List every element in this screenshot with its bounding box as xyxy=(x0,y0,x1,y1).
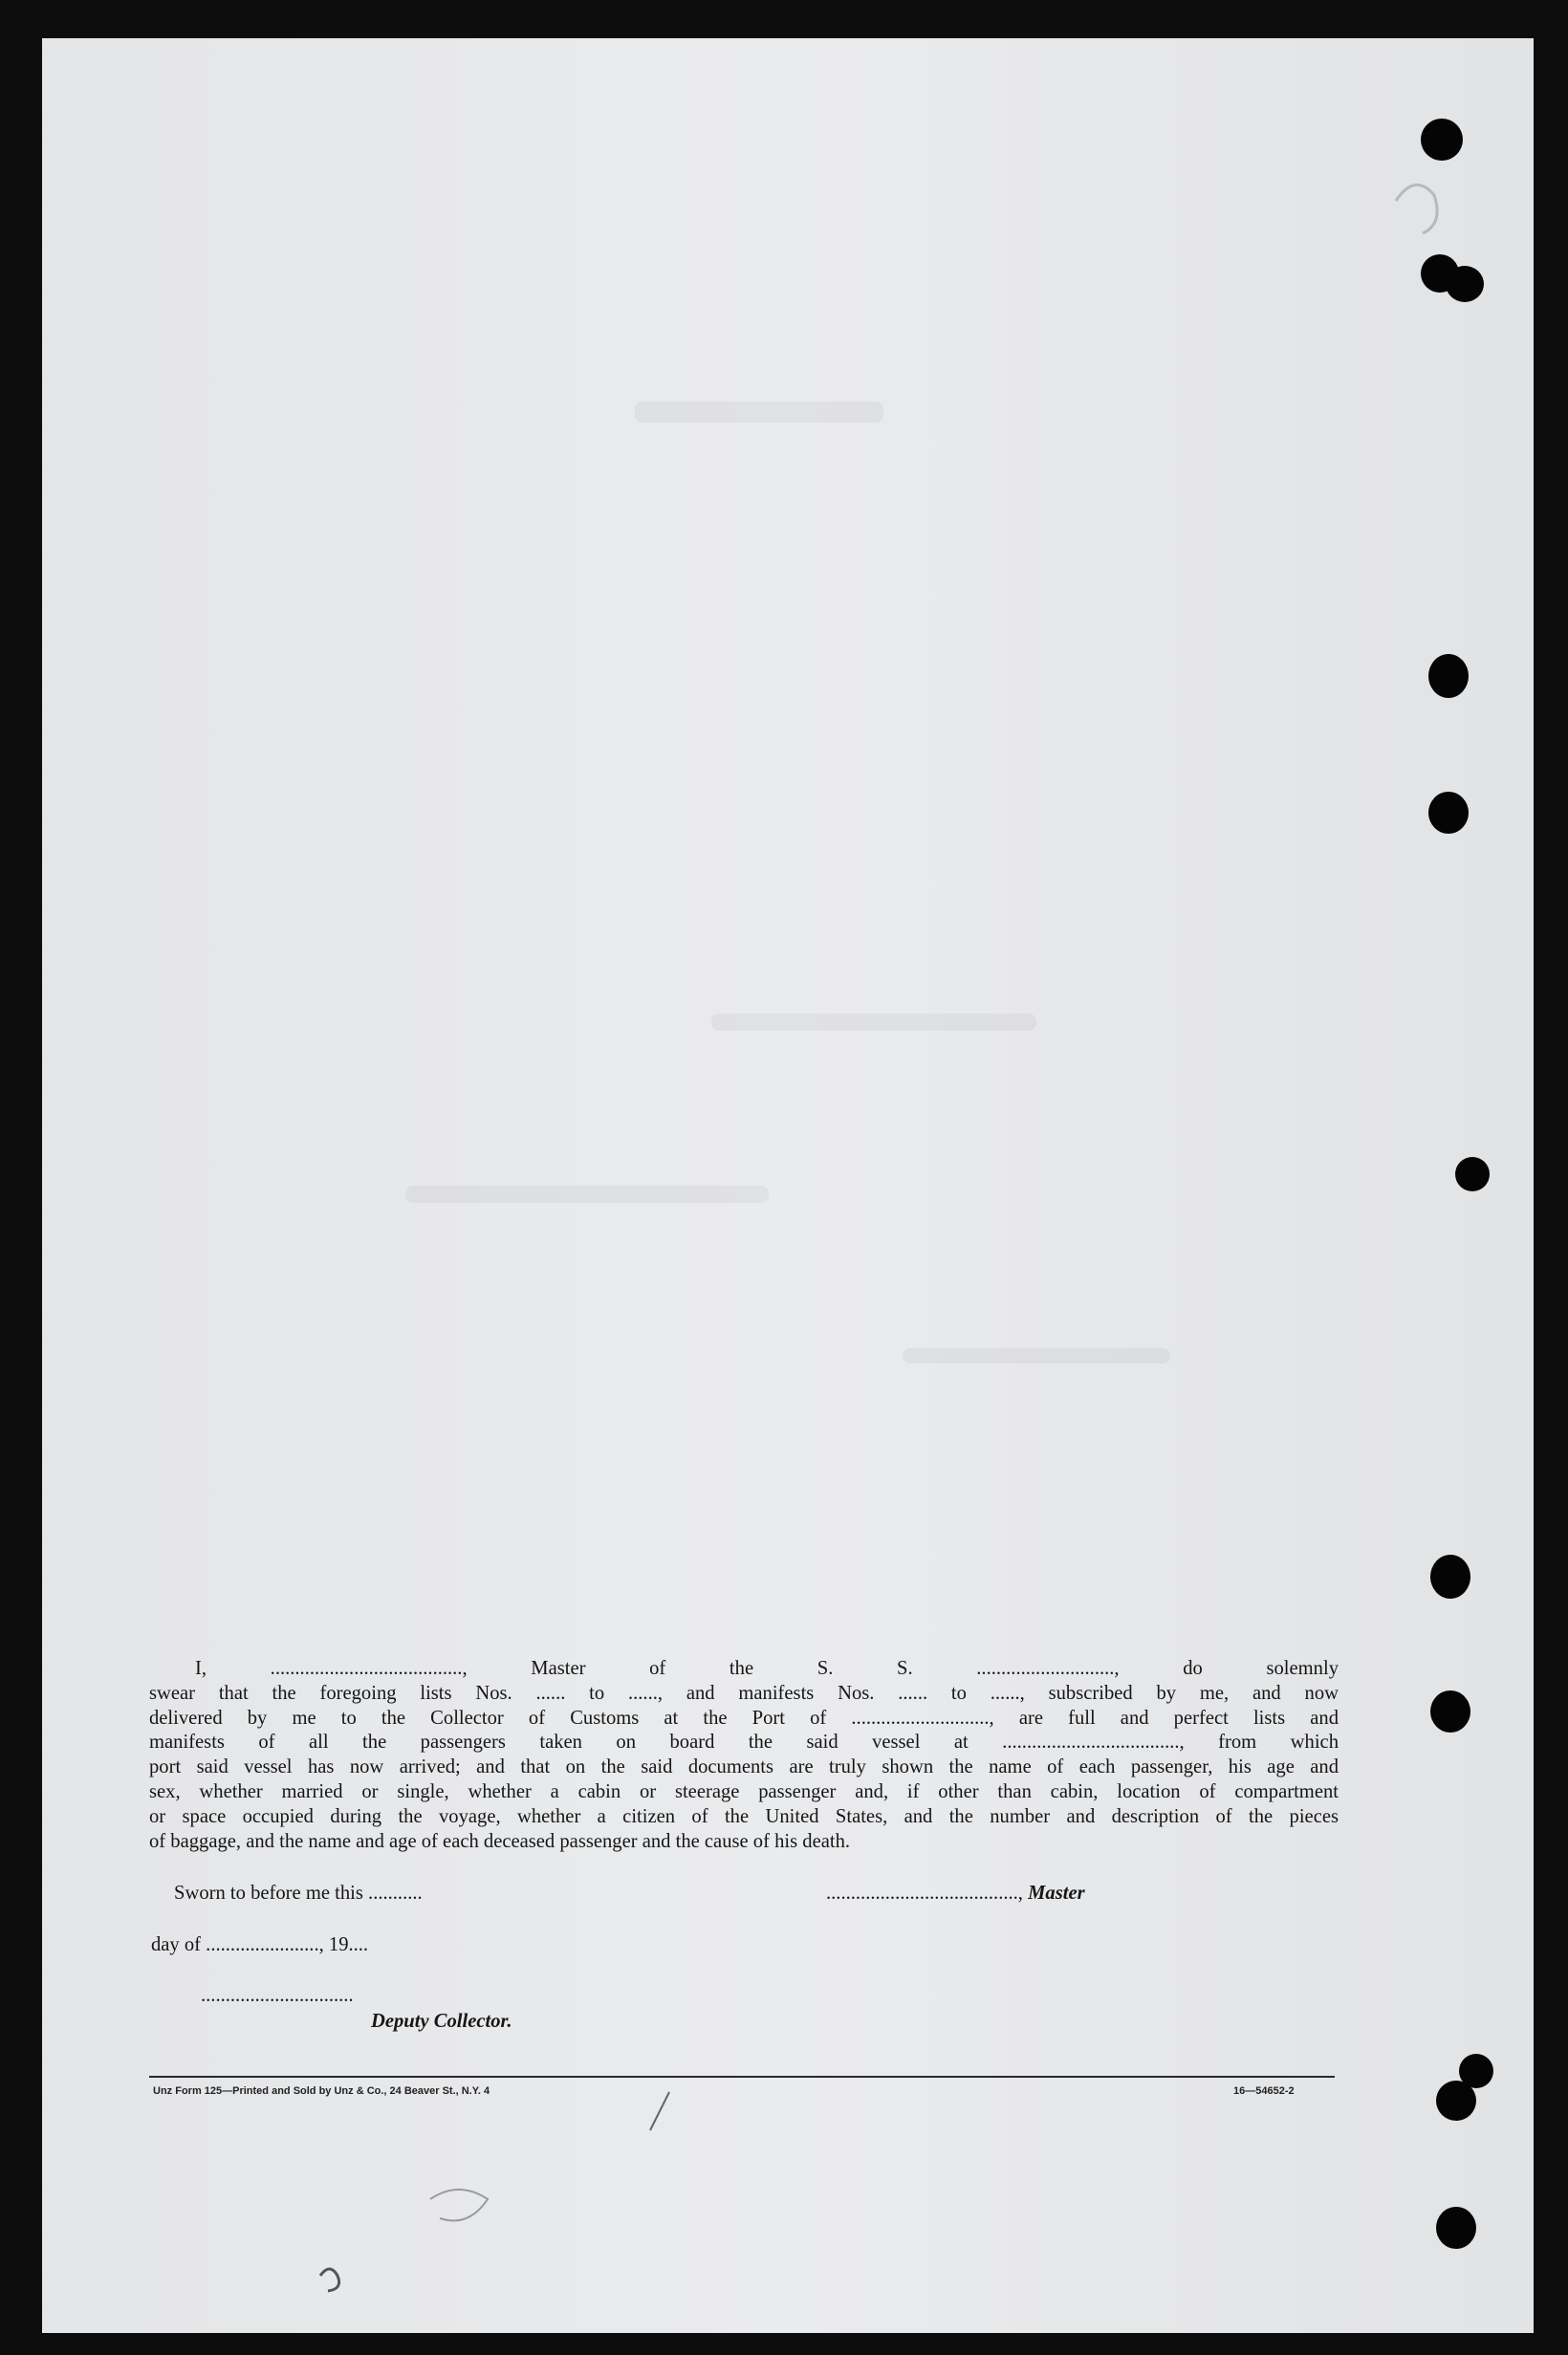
master-label: Master xyxy=(1028,1883,1085,1904)
oath-line: delivered by me to the Collector of Customs at the Port of ............................, are full and perfect lists and xyxy=(149,1707,1339,1729)
form-imprint: Unz Form 125—Printed and Sold by Unz & Co., 24 Beaver St., N.Y. 4 xyxy=(153,2085,490,2097)
master-signature-line xyxy=(826,1883,1085,1905)
oath-line: or space occupied during the voyage, whether a citizen of the United States, and the number and description of the pieces xyxy=(149,1805,1339,1827)
oath-line: manifests of all the passengers taken on board the said vessel at ...................................., from which xyxy=(149,1732,1339,1754)
form-number: 16—54652-2 xyxy=(1233,2085,1295,2097)
oath-line: of baggage, and the name and age of each deceased passenger and the cause of his death. xyxy=(149,1830,851,1852)
master-oath-paragraph xyxy=(149,1657,1339,1854)
oath-line: sex, whether married or single, whether a cabin or steerage passenger and, if other than cabin, location of compartment xyxy=(149,1780,1339,1802)
deputy-collector-label: Deputy Collector. xyxy=(371,2011,512,2032)
day-of-line: day of ......................., 19.... xyxy=(151,1934,369,1955)
sworn-before-line: Sworn to before me this ........... xyxy=(174,1883,423,1904)
master-signature-dots: ......................................., xyxy=(826,1883,1029,1904)
oath-line: I, ......................................., Master of the S. S. ............................, do solemnly xyxy=(195,1658,1339,1679)
oath-line: port said vessel has now arrived; and that on the said documents are truly shown the name of each passenger, his age and xyxy=(149,1756,1339,1778)
oath-line: swear that the foregoing lists Nos. ...... to ......, and manifests Nos. ...... to ......, subscribed by me, and now xyxy=(149,1682,1339,1704)
deputy-collector-signature-dots: ............................... xyxy=(201,1985,354,2006)
footer-rule xyxy=(149,2076,1335,2078)
